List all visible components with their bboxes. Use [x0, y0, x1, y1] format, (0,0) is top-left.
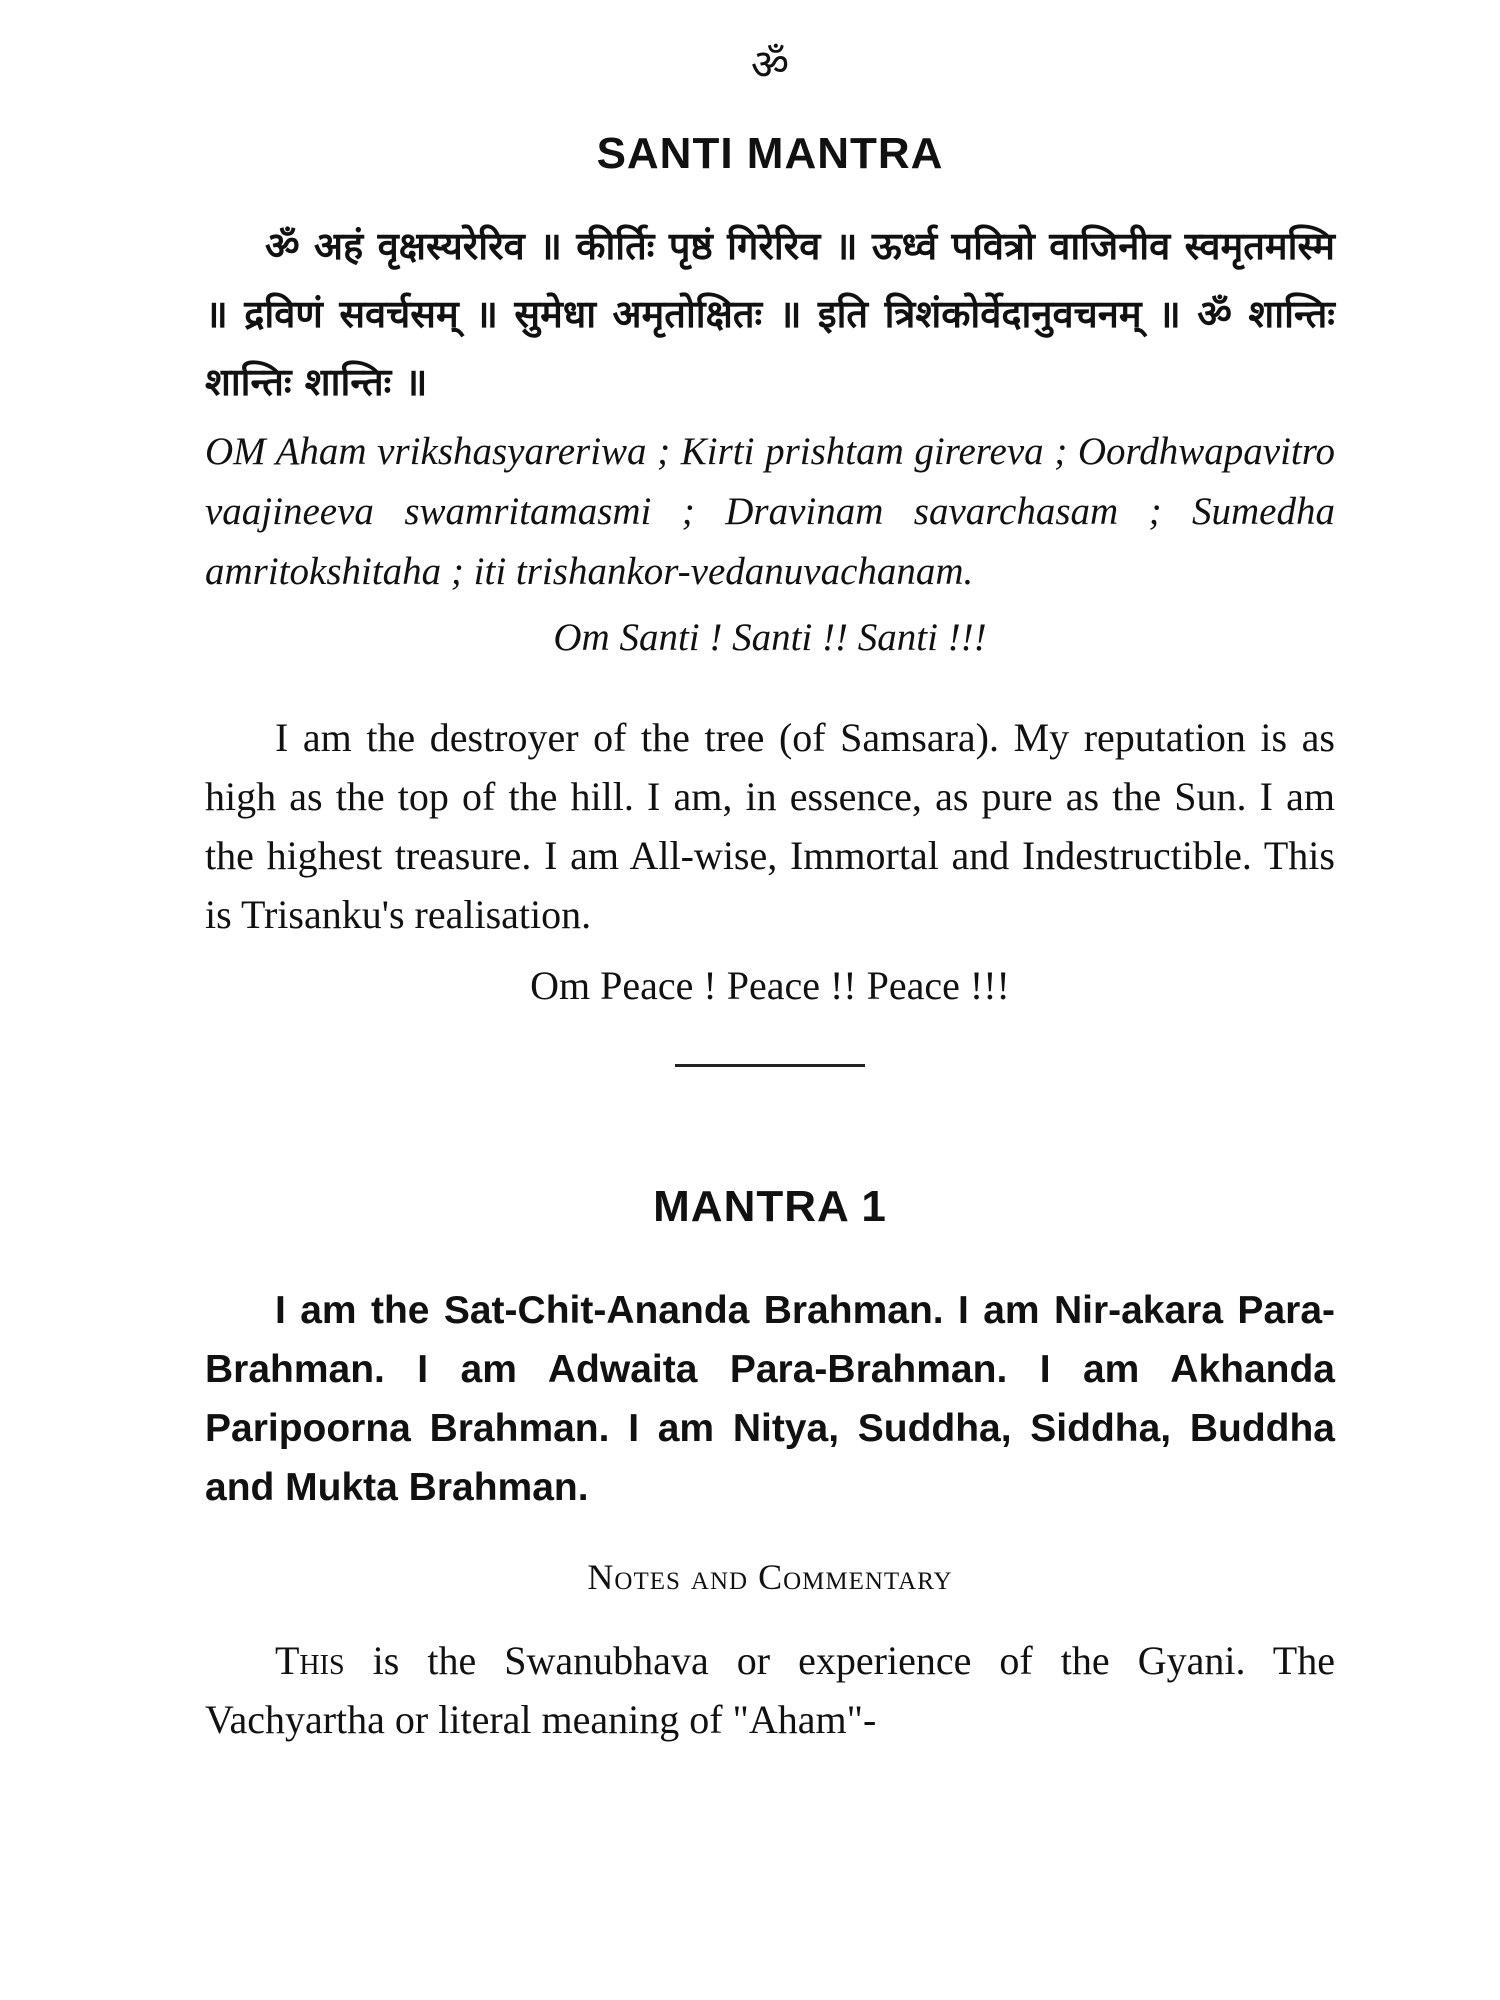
notes-commentary-heading: Notes and Commentary	[587, 1557, 953, 1597]
santi-mantra-title: SANTI MANTRA	[596, 129, 944, 178]
sanskrit-verse: ॐ अहं वृक्षस्यरेरिव ॥ कीर्तिः पृष्ठं गिरेरिव ॥ ऊर्ध्व पवित्रो वाजिनीव स्वमृतमस्मि ॥ द्रविणं सवर्चसम् ॥ सुमेधा अमृतोक्षितः ॥ इति त्रिशंकोर्वेदानुवचनम् ॥ ॐ शान्तिः शान्तिः शान्तिः ॥	[205, 224, 1335, 404]
peace-invocation: Om Peace ! Peace !! Peace !!!	[530, 963, 1010, 1008]
commentary-text: is the Swanubhava or experience of the Gyani. The Vachyartha or literal meaning of "Aham"-	[205, 1638, 1335, 1742]
santi-invocation: Om Santi ! Santi !! Santi !!!	[553, 616, 987, 659]
mantra-1-text: I am the Sat-Chit-Ananda Brahman. I am Nir-akara Para-Brahman. I am Adwaita Para-Brahman. I am Akhanda Paripoorna Brahman. I am Nitya, Suddha, Siddha, Buddha and Mukta Brahman.	[205, 1289, 1335, 1509]
transliteration: OM Aham vrikshasyareriwa ; Kirti prishtam girereva ; Oordhwapavitro vaajineeva swamritamasmi ; Dravinam savarchasam ; Sumedha amritokshitaha ; iti trishankor-vedanuvachanam.	[205, 430, 1335, 593]
translation-paragraph: I am the destroyer of the tree (of Samsara). My reputation is as high as the top of the hill. I am, in essence, as pure as the Sun. I am the highest treasure. I am All-wise, Immortal and Indestructible. This is Trisanku's realisation.	[205, 715, 1335, 937]
book-page	[205, 40, 1335, 1749]
om-symbol-icon: ॐ	[750, 40, 790, 89]
section-divider	[675, 1064, 865, 1067]
commentary-lead-word: This	[275, 1638, 345, 1683]
mantra-1-title: MANTRA 1	[653, 1182, 887, 1231]
commentary-paragraph	[205, 1631, 1335, 1749]
